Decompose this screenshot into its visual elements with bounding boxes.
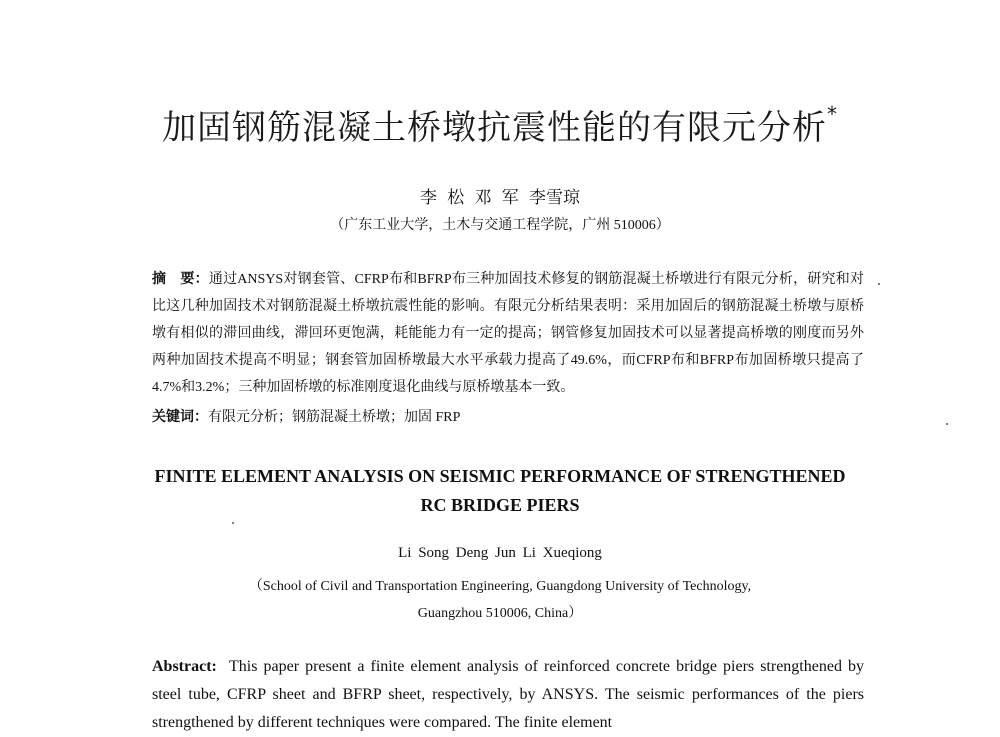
abstract-cn-text: 通过ANSYS对钢套管、CFRP布和BFRP布三种加固技术修复的钢筋混凝土桥墩进行有限元分析，研究和对比这几种加固技术对钢筋混凝土桥墩抗震性能的影响。有限元分析结果表明：采用加固后的钢筋混凝土桥墩与原桥墩有相似的滞回曲线，滞回环更饱满，耗能能力有一定的提高；钢管修复加固技术可以显著提高桥墩的刚度而另外两种加固技术提高不明显；钢套管加固桥墩最大水平承载力提高了49.6%，而CFRP布和BFRP布加固桥墩只提高了4.7%和3.2%；三种加固桥墩的标准刚度退化曲线与原桥墩基本一致。: [152, 272, 864, 395]
scan-speck: [232, 522, 234, 524]
abstract-en-label: Abstract:: [152, 658, 217, 675]
authors-cn: 李 松 邓 军 李雪琼: [420, 188, 580, 207]
scan-speck: [878, 283, 880, 285]
keywords-cn-text: 有限元分析；钢筋混凝土桥墩；加固 FRP: [208, 410, 461, 425]
affiliation-en: [0, 573, 1000, 627]
affiliation-en-line1: （School of Civil and Transportation Engineering, Guangdong University of Technology,: [248, 579, 752, 594]
abstract-cn: [152, 266, 864, 401]
title-en-line1: FINITE ELEMENT ANALYSIS ON SEISMIC PERFORMANCE OF STRENGTHENED: [154, 466, 846, 486]
authors-en: Li Song Deng Jun Li Xueqiong: [398, 545, 602, 561]
keywords-cn-label: 关键词：: [152, 410, 208, 425]
abstract-en: [152, 653, 864, 737]
affiliation-en-line2: Guangzhou 510006, China）: [417, 606, 583, 621]
paper-title-cn: [0, 100, 1000, 149]
keywords-cn: [152, 404, 864, 431]
paper-title-en: [0, 462, 1000, 520]
scan-speck: [946, 423, 948, 425]
abstract-cn-label: 摘 要：: [152, 272, 209, 287]
title-footnote-mark: *: [827, 101, 838, 126]
title-cn-text: 加固钢筋混凝土桥墩抗震性能的有限元分析: [162, 108, 827, 148]
abstract-en-text: This paper present a finite element analysis of reinforced concrete bridge piers strengthened by steel tube, CFRP sheet and BFRP sheet, respectively, by ANSYS. The seismic performances of the piers strengthened by different techniques were compared. The finite element: [152, 658, 865, 731]
affiliation-cn: （广东工业大学，土木与交通工程学院，广州 510006）: [330, 218, 670, 233]
title-en-line2: RC BRIDGE PIERS: [420, 495, 580, 515]
